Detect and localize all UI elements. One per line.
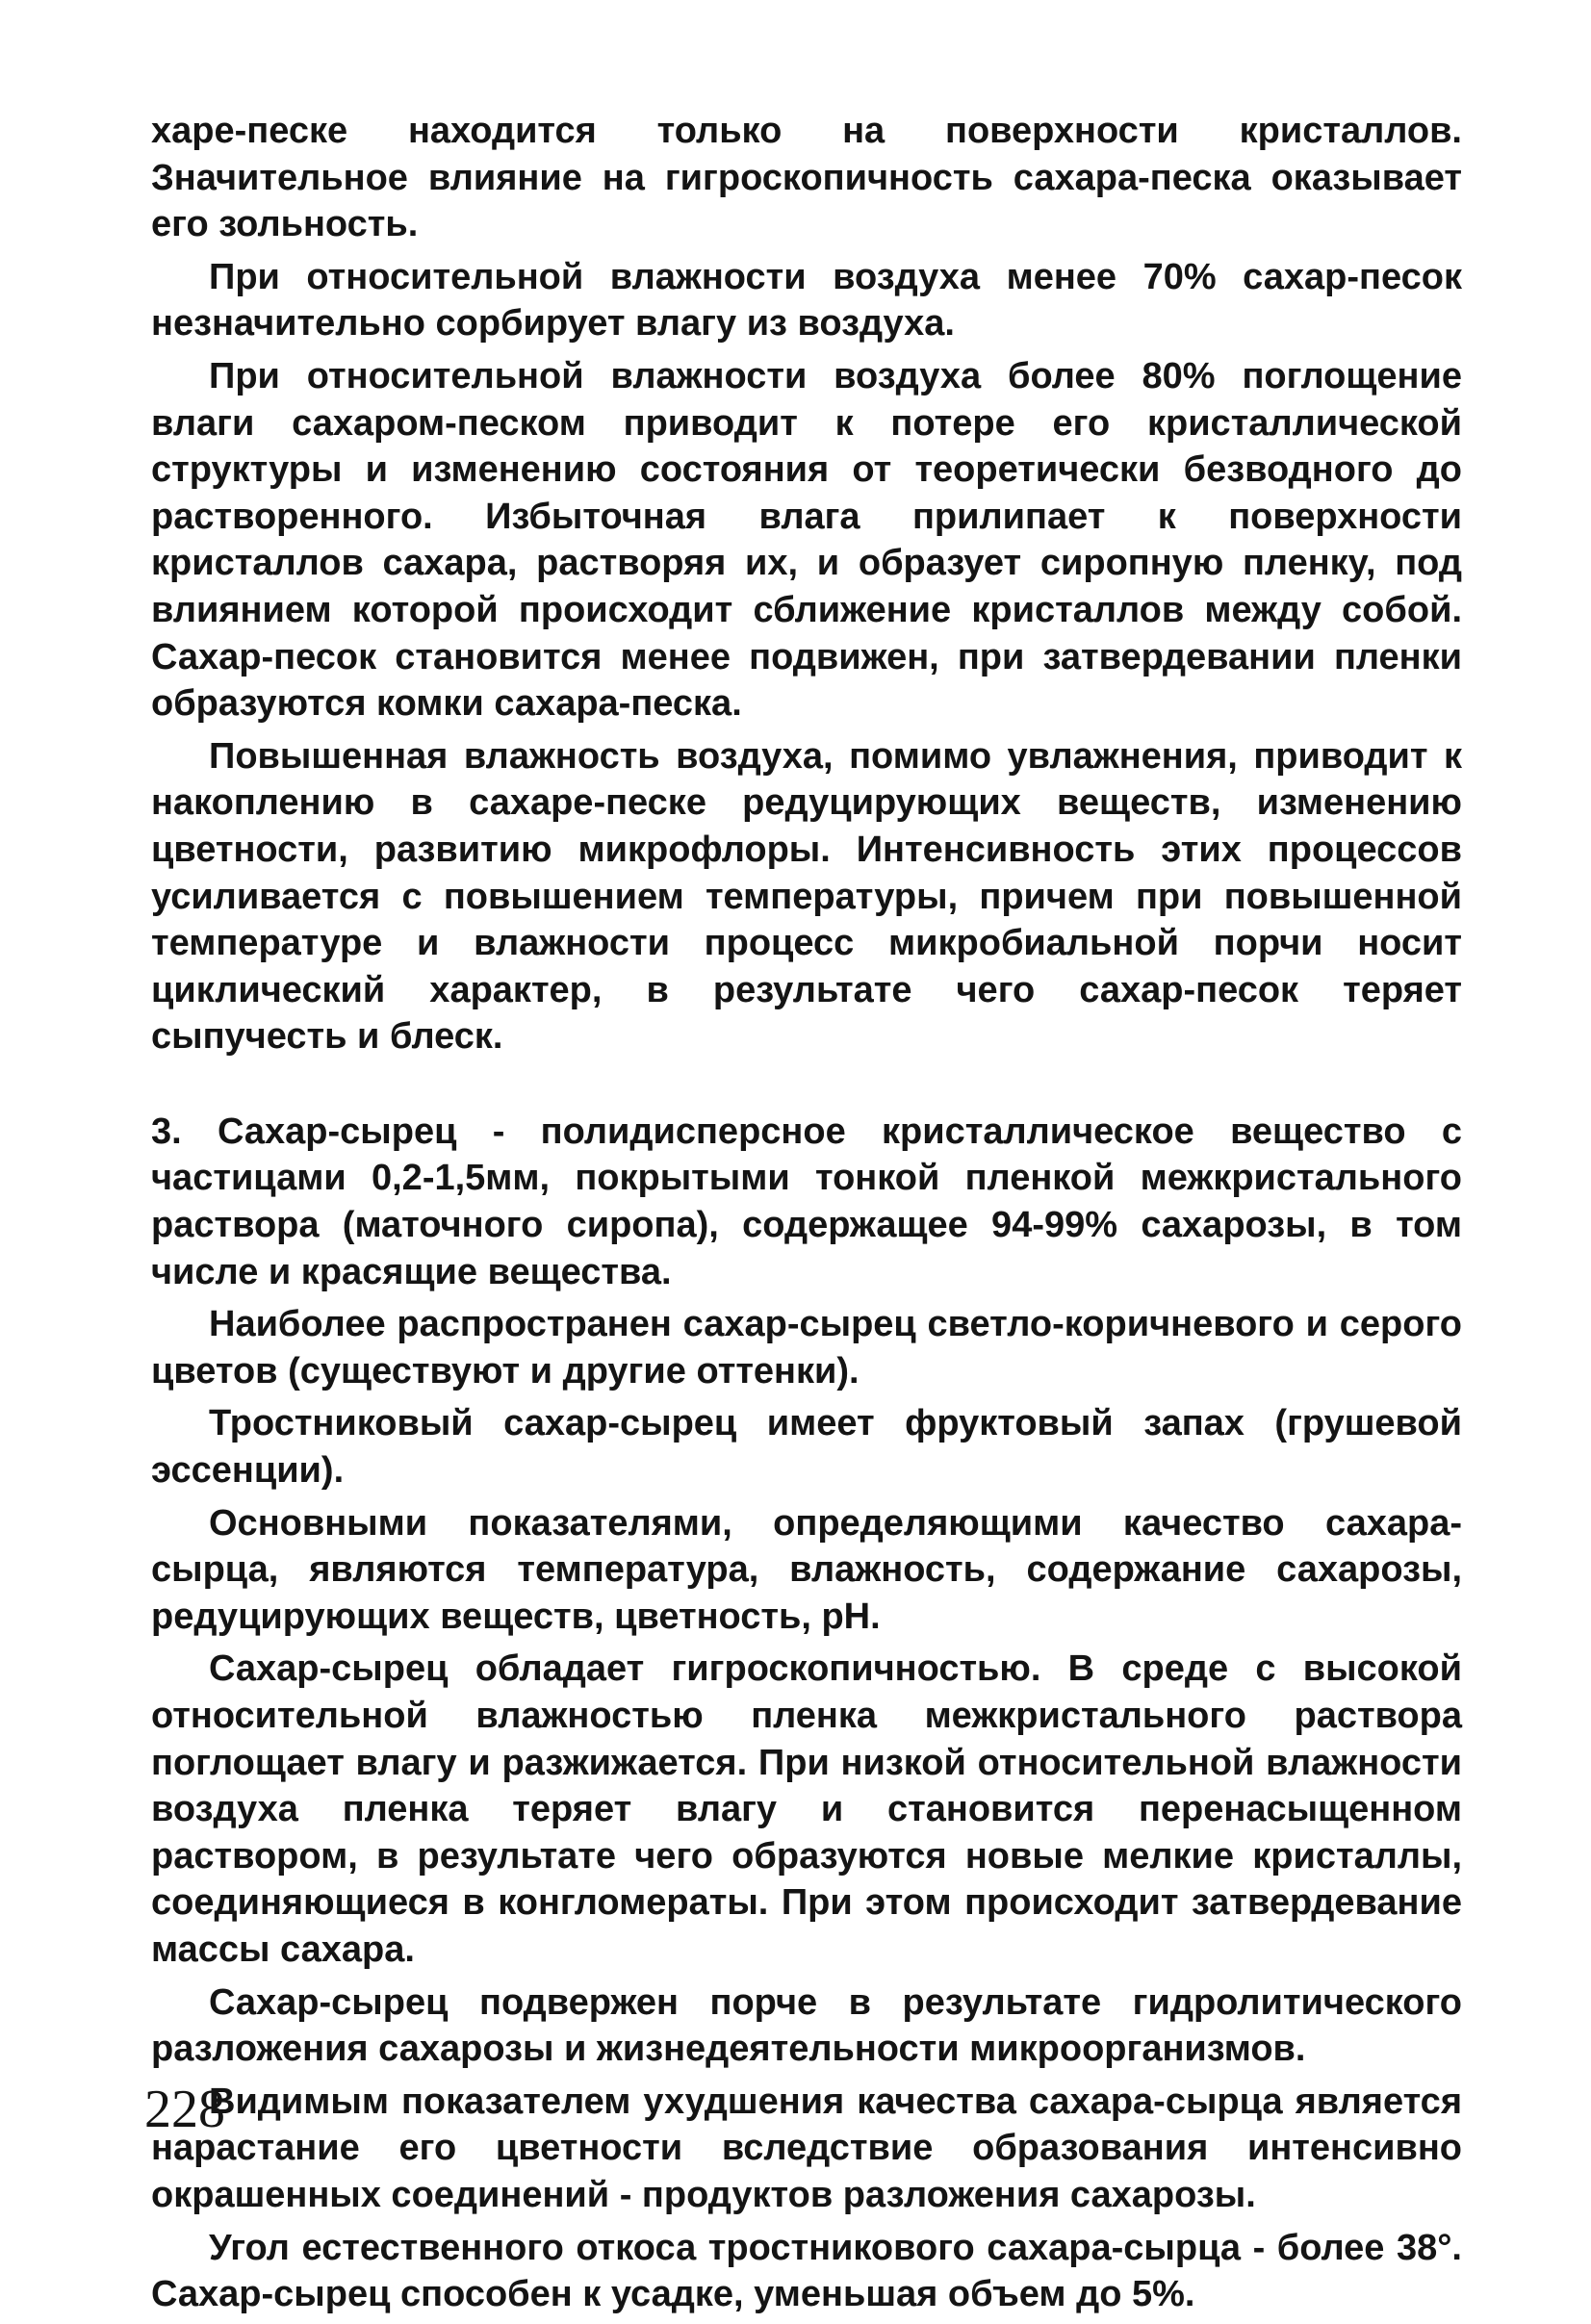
paragraph: Наиболее распространен сахар-сырец светло-коричневого и серого цветов (существуют и другие оттенки). bbox=[151, 1304, 1462, 1392]
paragraph: При относительной влажности воздуха более 80% поглощение влаги сахаром-песком приводит к потере его кристаллической структуры и изменению состояния от теоретически безводного до растворенного. Избыточная влага прилипает к поверхности кристаллов сахара, растворяя их, и образует сиропную пленку, под влиянием которой происходит сближение кристаллов между собой. Сахар-песок становится менее подвижен, при затвердевании пленки образуются комки сахара-песка. bbox=[151, 355, 1462, 725]
paragraph: Повышенная влажность воздуха, помимо увлажнения, приводит к накоплению в сахаре-песке редуцирующих веществ, изменению цветности, развитию микрофлоры. Интенсивность этих процессов усиливается с повышением температуры, причем при повышенной температуре и влажности процесс микробиальной порчи носит циклический характер, в результате чего сахар-песок теряет сыпучесть и блеск. bbox=[151, 735, 1462, 1058]
paragraph: Основными показателями, определяющими качество сахара-сырца, являются температура, влажность, содержание сахарозы, редуцирующих веществ, цветность, pH. bbox=[151, 1502, 1462, 1637]
paragraph: Видимым показателем ухудшения качества сахара-сырца является нарастание его цветности вследствие образования интенсивно окрашенных соединений - продуктов разложения сахарозы. bbox=[151, 2081, 1462, 2215]
paragraph: Сахар-сырец обладает гигроскопичностью. В среде с высокой относительной влажностью пленка межкристального раствора поглощает влагу и разжижается. При низкой относительной влажности воздуха пленка теряет влагу и становится перенасыщенном раствором, в результате чего образуются новые мелкие кристаллы, соединяющиеся в конгломераты. При этом происходит затвердевание массы сахара. bbox=[151, 1648, 1462, 1970]
page-number: 228 bbox=[144, 2080, 225, 2139]
paragraph-continuation: харе-песке находится только на поверхности кристаллов. Значительное влияние на гигроскопичность сахара-песка оказывает его зольность. bbox=[151, 111, 1462, 245]
paragraph: При относительной влажности воздуха менее 70% сахар-песок незначительно сорбирует влагу из воздуха. bbox=[151, 256, 1462, 345]
paragraph: Угол естественного откоса тростникового сахара-сырца - более 38°. Сахар-сырец способен к усадке, уменьшая объем до 5%. bbox=[151, 2227, 1462, 2315]
paragraph: Сахар-сырец подвержен порче в результате гидролитического разложения сахарозы и жизнедеятельности микроорганизмов. bbox=[151, 1981, 1462, 2070]
body-text bbox=[151, 108, 1462, 2324]
numbered-paragraph: 3. Сахар-сырец - полидисперсное кристаллическое вещество с частицами 0,2-1,5мм, покрытыми тонкой пленкой межкристального раствора (маточного сиропа), содержащее 94-99% сахарозы, в том числе и красящие вещества. bbox=[151, 1111, 1462, 1292]
paragraph: Тростниковый сахар-сырец имеет фруктовый запах (грушевой эссенции). bbox=[151, 1403, 1462, 1492]
